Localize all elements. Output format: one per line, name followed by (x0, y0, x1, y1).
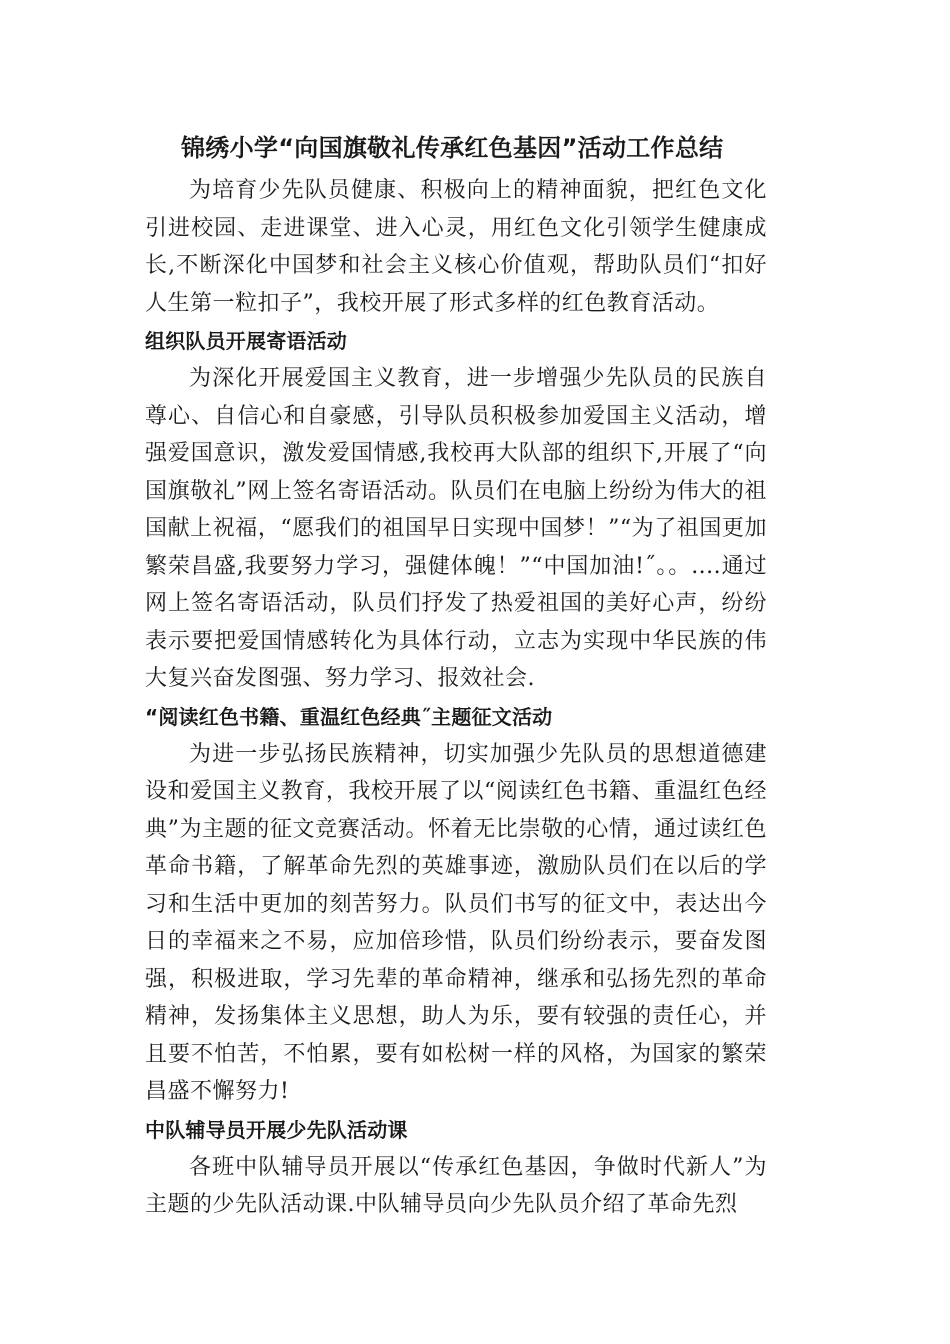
document-title: 锦绣小学“向国旗敬礼传承红色基因”活动工作总结 (181, 134, 724, 162)
document-content (145, 128, 767, 1224)
section-body-activity-class: 各班中队辅导员开展以“传承红色基因，争做时代新人”为主题的少先队活动课.中队辅导员向少先队员介绍了革命先烈 (145, 1154, 767, 1217)
section-heading-greetings: 组织队员开展寄语活动 (145, 329, 347, 353)
section-body-essay-contest: 为进一步弘扬民族精神，切实加强少先队员的思想道德建设和爱国主义教育，我校开展了以“阅读红色书籍、重温红色经典”为主题的征文竞赛活动。怀着无比崇敬的心情，通过读红色革命书籍，了解革命先烈的英雄事迹，激励队员们在以后的学习和生活中更加的刻苦努力。队员们书写的征文中，表达出今日的幸福来之不易，应加倍珍惜，队员们纷纷表示，要奋发图强，积极进取，学习先辈的革命精神，继承和弘扬先烈的革命精神，发扬集体主义思想，助人为乐，要有较强的责任心，并且要不怕苦，不怕累，要有如松树一样的风格，为国家的繁荣昌盛不懈努力! (145, 741, 767, 1104)
section-heading-activity-class: 中队辅导员开展少先队活动课 (145, 1117, 408, 1142)
section-body-greetings: 为深化开展爱国主义教育，进一步增强少先队员的民族自尊心、自信心和自豪感，引导队员积极参加爱国主义活动，增强爱国意识，激发爱国情感,我校再大队部的组织下,开展了“向国旗敬礼”网上签名寄语活动。队员们在电脑上纷纷为伟大的祖国献上祝福，“愿我们的祖国早日实现中国梦！”“为了祖国更加繁荣昌盛,我要努力学习，强健体魄！”“中国加油!˝。。....通过网上签名寄语活动，队员们抒发了热爱祖国的美好心声，纷纷表示要把爱国情感转化为具体行动，立志为实现中华民族的伟大复兴奋发图强、努力学习、报效社会. (145, 366, 767, 691)
section-heading-essay-contest: “阅读红色书籍、重温红色经典˝主题征文活动 (145, 704, 553, 729)
intro-paragraph: 为培育少先队员健康、积极向上的精神面貌，把红色文化引进校园、走进课堂、进入心灵，用红色文化引领学生健康成长,不断深化中国梦和社会主义核心价值观，帮助队员们“扣好人生第一粒扣子”，我校开展了形式多样的红色教育活动。 (145, 178, 767, 316)
